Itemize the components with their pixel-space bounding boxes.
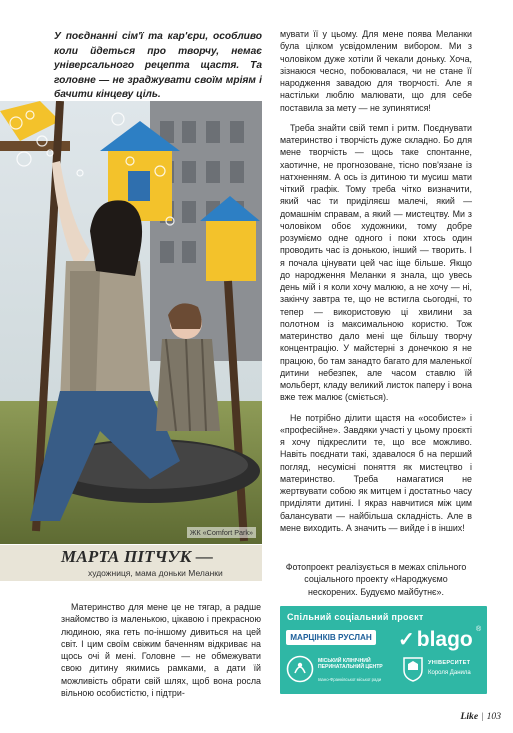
blago-logo xyxy=(398,627,473,652)
footer-separator: | xyxy=(481,711,484,722)
right-column xyxy=(280,28,472,542)
right-paragraph: Треба знайти свій темп і ритм. Поєднувати материнство і творчість дуже складно. Бо для мене творчість — щось таке спонтанне, хаотичне, не прогнозоване, тісно пов'язане із натхненням. А ось із дитиною ти мусиш мати чіткий графік. Тому треба чітко визначити, який час ти приділяєш малечі, який — домашнім справам, а який — мистецтву. Ми з чоловіком обоє художники, тому добре розуміємо одне одного і поки хтось один проводить час із донькою, інший — творить. І я почала цінувати цей час іще більше. Якщо до народження Меланки я знала, що увесь день мій і я коли хочу малюю, а не хочу — ні, закінчу завтра те, що не встигла сьогодні, то тепер — використовую ці хвилини за полотном із максимальною користю. Тож материнство дало мені ще більшу творчу концентрацію. У майстерні з донечкою я не працюю, бо там занадто багато для маленької дитини небезпек, але часом ставлю їй мольберт, кладу великий листок паперу і вона вже теж малює (сміється). xyxy=(280,122,472,403)
hospital-subtitle: Івано-Франківської міської ради xyxy=(318,677,382,682)
blago-text: blago xyxy=(416,628,473,651)
magazine-name: Like xyxy=(460,711,479,722)
left-column xyxy=(61,601,261,699)
person-name: МАРТА ПІТЧУК — xyxy=(61,547,214,566)
hospital-name: МІСЬКИЙ КЛІНІЧНИЙ ПЕРИНАТАЛЬНИЙ ЦЕНТР xyxy=(318,658,383,671)
right-paragraph: мувати її у цьому. Для мене поява Меланки була цілком усвідомленим вибором. Ми з чоловіком дуже хотіли й чекали доньку. Хоча, зізнаюся чесно, побоювалася, чи не стане її народження завадою для творчості. Але я настільки люблю малювати, що для себе поставила за мету — не зупинятися! xyxy=(280,29,472,113)
hospital-logo-icon xyxy=(286,655,314,688)
university-name: Короля Данила xyxy=(428,670,471,676)
project-footnote: Фотопроект реалізується в межах спільного соціального проекту «Народжуємо нескорених. Будуємо майбутнє». xyxy=(285,562,467,597)
left-paragraph: Материнство для мене це не тягар, а радше знайомство із маленькою, цікавою і прекрасною людиною, яка геть по-іншому дивиться на цей світ. І цим своїм свіжим баченням відкриває на щось очі й мені. Головне — не обмежувати свою дитину якимись рамками, а дати їй можливість обрати свій шлях, щоб вона росла вільною особистістю, і підтри- xyxy=(61,602,261,698)
partner-name-pill: МАРЦІНКІВ РУСЛАН xyxy=(286,630,376,645)
registered-mark: ® xyxy=(476,626,482,633)
partners-title: Спільний соціальний проєкт xyxy=(287,612,424,622)
person-role: художниця, мама доньки Меланки xyxy=(88,568,223,578)
university-title: УНІВЕРСИТЕТ xyxy=(428,660,471,666)
right-paragraph: Не потрібно ділити щастя на «особисте» і «професійне». Завдяки участі у цьому проєкті я хочу підкреслити те, що все можливо. Навіть поєднати такі, здавалося б на перший погляд, несумісні поняття як мистецтво і материнство. Треба намагатися не жертвувати собою як митцем і достатньо часу приділяти дитині. І якраз навчитися між цим балансувати — найбільша складність. Але в мене виходить. А значить — вийде і в інших! xyxy=(280,412,472,533)
university-crest-icon xyxy=(402,656,424,687)
page-footer xyxy=(461,711,501,722)
partners-panel xyxy=(280,606,487,694)
photo-credit: ЖК «Comfort Park» xyxy=(187,527,256,538)
checkmark-icon: ✓ xyxy=(398,629,415,651)
photo xyxy=(0,101,262,544)
photo-illustration xyxy=(0,101,262,544)
pull-quote: У поєднанні сім'ї та кар'єри, особливо коли йдеться про творчу, немає універсального рецепта щастя. Та головне — не зраджувати своїм мріям і бачити кінцеву ціль. xyxy=(54,31,262,101)
page-number: 103 xyxy=(486,711,501,722)
